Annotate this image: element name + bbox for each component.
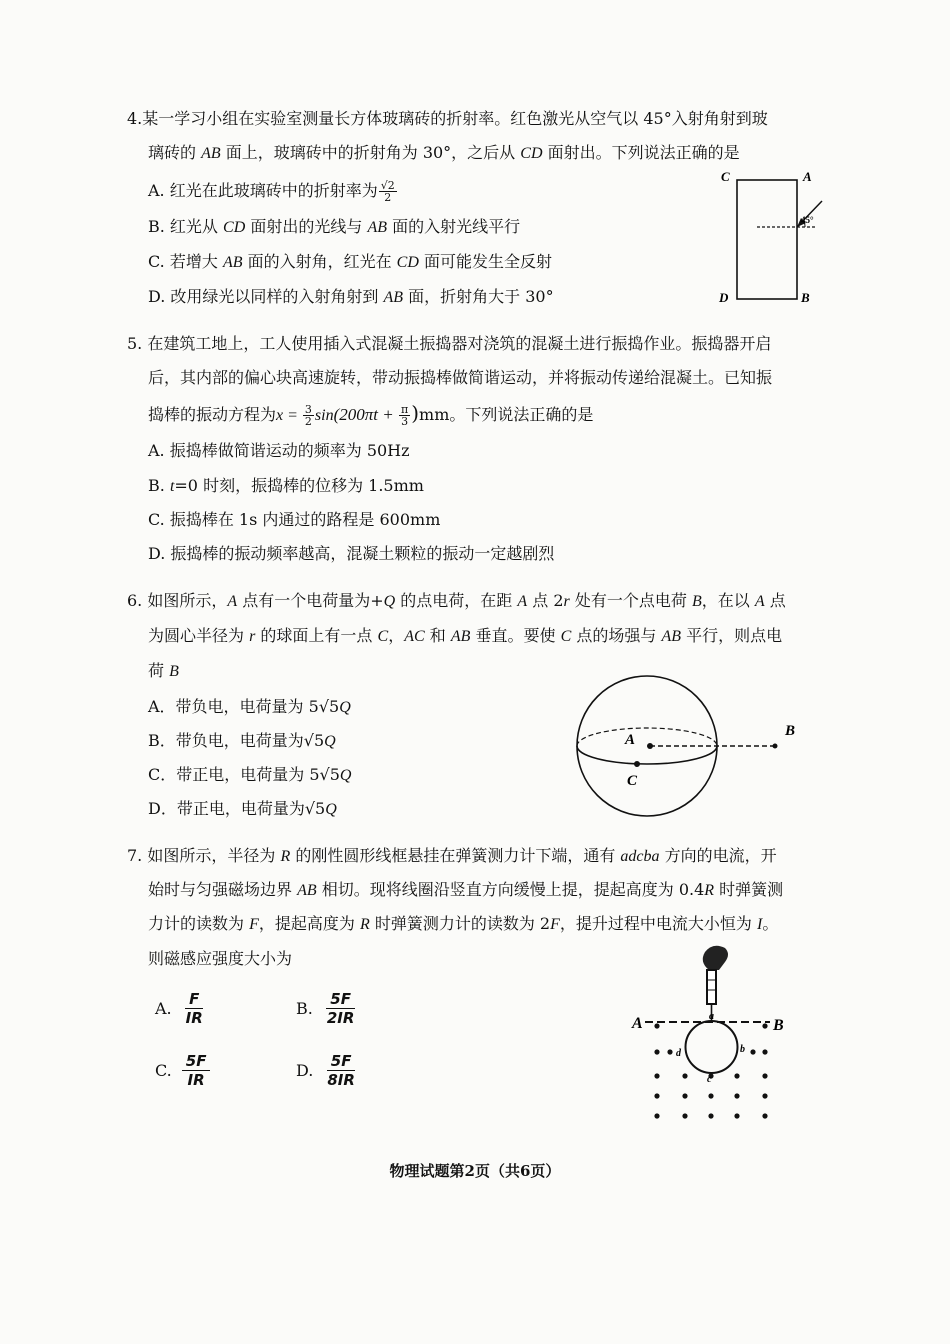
q4-fig-label-b: B: [801, 290, 810, 305]
q6-option-a: A．带负电，电荷量为 5√5Q: [148, 697, 351, 716]
q6-fig-label-a: A: [625, 732, 636, 748]
q7-fig-label-d: d: [676, 1048, 681, 1059]
q5-line3: 捣棒的振动方程为x = $\frac{3}{2}$ sin(200πt + $\frac{\pi}{3}$ )mm。下列说法正确的是: [148, 401, 594, 428]
q4-option-a: A. 红光在此玻璃砖中的折射率为 $\frac{√2}{2}$: [148, 179, 395, 204]
page-footer: 物理试题第2页（共6页）: [389, 1162, 561, 1180]
q7-fig-label-a: a: [709, 1011, 714, 1022]
q4-fig-label-a: A: [803, 169, 812, 184]
q6-option-b: B．带负电，电荷量为√5Q: [148, 731, 336, 750]
q4-fig-angle: 45°: [801, 215, 814, 225]
q5-line1: 5. 在建筑工地上，工人使用插入式混凝土振捣器对浇筑的混凝土进行振捣作业。振捣器开启: [127, 334, 772, 353]
q5-option-b: B. t=0 时刻，振捣棒的位移为 1.5mm: [148, 476, 424, 495]
q7-fig-label-b-boundary: B: [773, 1017, 784, 1034]
q7-line2: 始时与匀强磁场边界 AB 相切。现将线圈沿竖直方向缓慢上提，提起高度为 0.4R 时弹簧测: [148, 880, 784, 899]
q7-fig-label-c: c: [707, 1074, 712, 1085]
q5-line2: 后，其内部的偏心块高速旋转，带动振捣棒做简谐运动，并将振动传递给混凝土。已知振: [148, 368, 773, 387]
q7-option-c: C. 5F IR: [155, 1052, 210, 1089]
q7-line1: 7. 如图所示，半径为 R 的刚性圆形线框悬挂在弹簧测力计下端，通有 adcba 方向的电流，开: [127, 846, 777, 865]
q4-stem-line2: 璃砖的 AB 面上，玻璃砖中的折射角为 30°，之后从 CD 面射出。下列说法正确的是: [148, 143, 740, 162]
q7-line4: 则磁感应强度大小为: [148, 949, 293, 968]
q6-sphere-figure: [575, 678, 805, 828]
q4-option-d: D. 改用绿光以同样的入射角射到 AB 面，折射角大于 30°: [148, 287, 554, 306]
q5-option-c: C. 振捣棒在 1s 内通过的路程是 600mm: [148, 510, 441, 529]
q7-option-a: A. F IR: [155, 990, 203, 1027]
q7-line3: 力计的读数为 F，提起高度为 R 时弹簧测力计的读数为 2F，提升过程中电流大小恒为 I。: [148, 914, 779, 933]
q5-option-d: D. 振捣棒的振动频率越高，混凝土颗粒的振动一定越剧烈: [148, 544, 555, 563]
q6-line1: 6. 如图所示，A 点有一个电荷量为+Q 的点电荷，在距 A 点 2r 处有一个点电荷 B，在以 A 点: [127, 591, 786, 610]
q4-glass-brick-figure: [715, 165, 835, 310]
spring-scale-icon: [703, 946, 728, 1022]
q7-fig-label-b: b: [740, 1044, 745, 1055]
q7-option-d: D. 5F 8IR: [296, 1052, 355, 1089]
q5-option-a: A. 振捣棒做简谐运动的频率为 50Hz: [148, 441, 410, 460]
q6-option-c: C．带正电，电荷量为 5√5Q: [148, 765, 352, 784]
q4-fig-label-c: C: [721, 169, 730, 184]
q4-stem-line1: 4.某一学习小组在实验室测量长方体玻璃砖的折射率。红色激光从空气以 45°入射角射到玻: [127, 109, 768, 128]
q7-option-b: B. 5F 2IR: [296, 990, 355, 1027]
q6-option-d: D．带正电，电荷量为√5Q: [148, 799, 337, 818]
q6-line3: 荷 B: [148, 661, 179, 680]
q4-option-a-fraction: $\frac{√2}{2}$: [380, 179, 395, 204]
q6-fig-label-c: C: [627, 773, 638, 789]
q6-line2: 为圆心半径为 r 的球面上有一点 C，AC 和 AB 垂直。要使 C 点的场强与 AB 平行，则点电: [148, 626, 783, 645]
q4-option-c: C. 若增大 AB 面的入射角，红光在 CD 面可能发生全反射: [148, 252, 552, 271]
q4-option-b: B. 红光从 CD 面射出的光线与 AB 面的入射光线平行: [148, 217, 521, 236]
q7-fig-label-a-boundary: A: [632, 1015, 643, 1032]
q4-fig-label-d: D: [719, 290, 729, 305]
q6-fig-label-b: B: [785, 723, 796, 739]
q7-coil-magnetic-field-figure: [625, 940, 795, 1130]
